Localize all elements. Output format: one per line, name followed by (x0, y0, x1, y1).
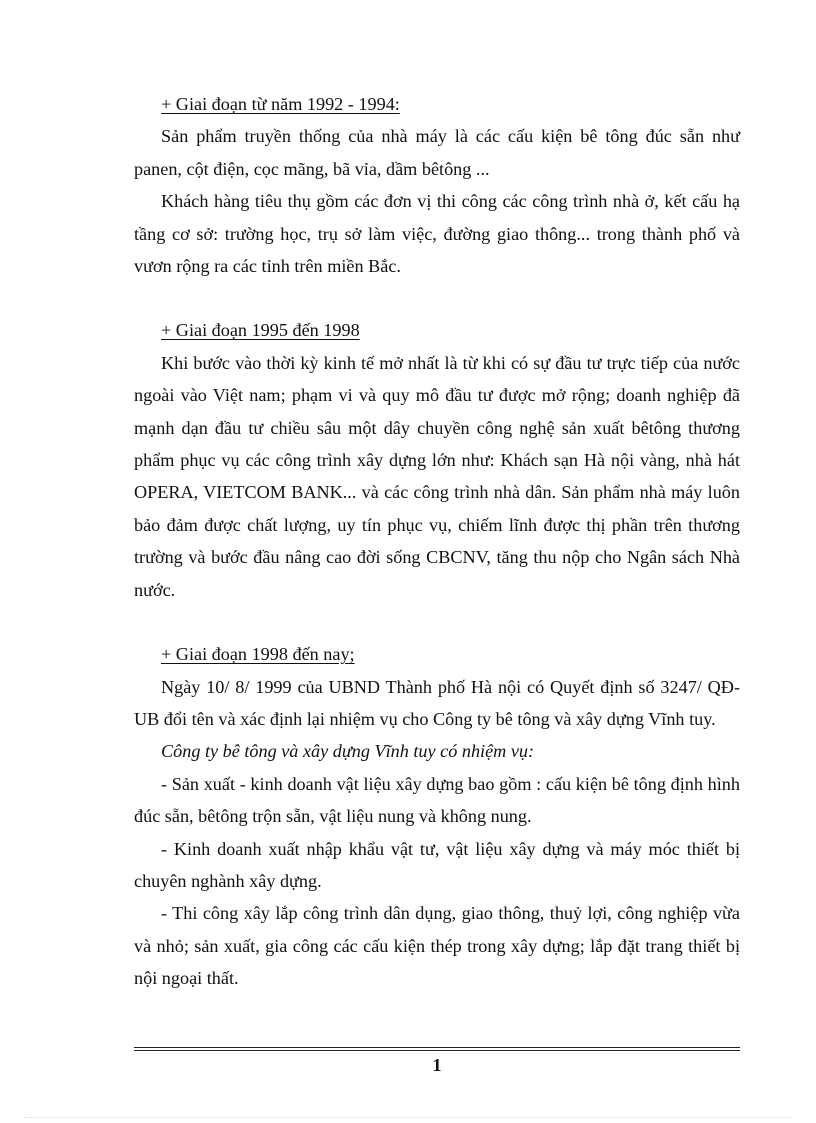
duty-item: - Thi công xây lắp công trình dân dụng, giao thông, thuỷ lợi, công nghiệp vừa và nhỏ; sản xuất, gia công các cấu kiện thép trong xây dựng; lắp đặt trang thiết bị nội ngoại thất. (134, 903, 740, 989)
footer-double-rule (134, 1047, 740, 1051)
document-body (134, 88, 740, 995)
duty-item: - Kinh doanh xuất nhập khẩu vật tư, vật liệu xây dựng và máy móc thiết bị chuyên nghành xây dựng. (134, 838, 740, 891)
paragraph-traditional-products: Sản phẩm truyền thống của nhà máy là các cấu kiện bê tông đúc sẵn như panen, cột điện, cọc mãng, bã vỉa, dầm bêtông ... (134, 126, 740, 179)
paragraph-decision-3247: Ngày 10/ 8/ 1999 của UBND Thành phố Hà nội có Quyết định số 3247/ QĐ-UB đổi tên và xác định lại nhiệm vụ cho Công ty bê tông và xây dựng Vĩnh tuy. (134, 676, 740, 729)
section-heading-1995-1998: + Giai đoạn 1995 đến 1998 (161, 320, 360, 341)
section-spacer (134, 606, 740, 638)
paragraph-customers: Khách hàng tiêu thụ gồm các đơn vị thi công các công trình nhà ở, kết cấu hạ tầng cơ sở: trường học, trụ sở làm việc, đường giao thông... trong thành phố và vươn rộng ra các tỉnh trên miền Bắc. (134, 191, 740, 277)
duty-item: - Sản xuất - kinh doanh vật liệu xây dựng bao gồm : cấu kiện bê tông định hình đúc sẵn, bêtông trộn sẵn, vật liệu nung và không nung. (134, 773, 740, 827)
section-heading-1998-present: + Giai đoạn 1998 đến nay; (161, 644, 355, 665)
paragraph-economic-opening: Khi bước vào thời kỳ kinh tế mở nhất là từ khi có sự đầu tư trực tiếp của nước ngoài vào Việt nam; phạm vi và quy mô đầu tư được mở rộng; doanh nghiệp đã mạnh dạn đầu tư chiều sâu một dây chuyền công nghệ sản xuất bêtông thương phẩm phục vụ các công trình xây dựng lớn như: Khách sạn Hà nội vàng, nhà hát OPERA, VIETCOM BANK... và các công trình nhà dân. Sản phẩm nhà máy luôn bảo đảm được chất lượng, uy tín phục vụ, chiếm lĩnh được thị phần trên thương trường và bước đầu nâng cao đời sống CBCNV, tăng thu nộp cho Ngân sách Nhà nước. (134, 352, 740, 600)
page-bottom-edge (24, 1117, 792, 1118)
section-heading-1992-1994: + Giai đoạn từ năm 1992 - 1994: (161, 94, 400, 114)
page-number: 1 (432, 1055, 442, 1075)
section-spacer (134, 282, 740, 314)
duties-intro: Công ty bê tông và xây dựng Vĩnh tuy có nhiệm vụ: (161, 741, 535, 762)
